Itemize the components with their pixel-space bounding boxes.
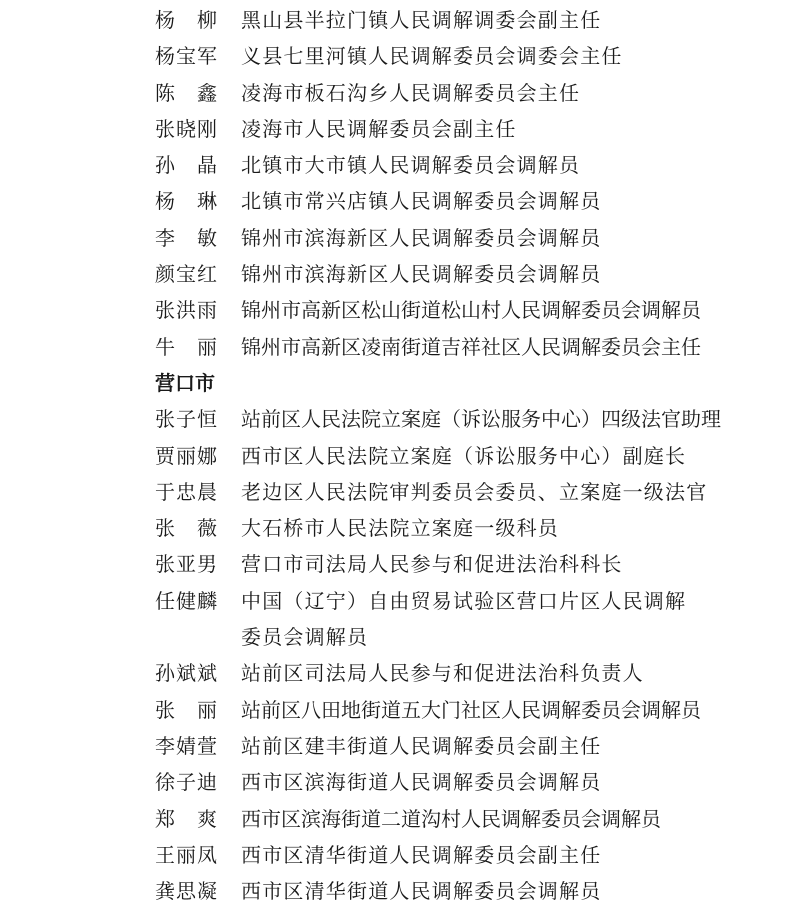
person-name: 孙斌斌: [155, 661, 218, 686]
person-name: 李婧萱: [155, 733, 218, 758]
list-item: [0, 764, 800, 800]
name-char: 琳: [197, 189, 217, 214]
person-title: 北镇市大市镇人民调解委员会调解员: [241, 153, 581, 178]
list-item: [0, 292, 800, 328]
person-title: 凌海市人民调解委员会副主任: [241, 116, 517, 141]
list-item: [0, 583, 800, 619]
list-item: [0, 474, 800, 510]
person-name: 于忠晨: [155, 479, 218, 504]
name-char: 郑: [155, 806, 175, 831]
list-item: [0, 438, 800, 474]
person-title: 锦州市滨海新区人民调解委员会调解员: [241, 262, 602, 287]
name-char: 杨: [155, 8, 175, 32]
person-name: 张亚男: [155, 552, 218, 577]
list-item: [0, 38, 800, 74]
name-char: 张: [155, 516, 175, 541]
person-title: 站前区八田地街道五大门社区人民调解委员会调解员: [241, 697, 701, 722]
list-item: [0, 510, 800, 546]
person-name: 颜宝红: [155, 262, 218, 287]
person-title: 老边区人民法院审判委员会委员、立案庭一级法官: [241, 479, 708, 504]
name-char: 柳: [197, 8, 217, 32]
person-title: 站前区人民法院立案庭（诉讼服务中心）四级法官助理: [241, 407, 721, 432]
name-char: 丽: [197, 334, 217, 359]
list-item: [0, 75, 800, 111]
name-char: 丽: [197, 697, 217, 722]
list-item: [0, 111, 800, 147]
list-item: [0, 183, 800, 219]
person-name: 张子恒: [155, 407, 218, 432]
list-item: [0, 256, 800, 292]
person-name: 张晓刚: [155, 116, 218, 141]
person-title: 站前区建丰街道人民调解委员会副主任: [241, 733, 602, 758]
section-heading: 营口市: [155, 370, 215, 395]
name-char: 敏: [197, 225, 217, 250]
person-name: 徐子迪: [155, 770, 218, 795]
name-char: 张: [155, 697, 175, 722]
list-item: [0, 329, 800, 365]
person-title: 西市区人民法院立案庭（诉讼服务中心）副庭长: [241, 443, 687, 468]
name-char: 李: [155, 225, 175, 250]
section-heading-row: [0, 365, 800, 401]
person-name: 贾丽娜: [155, 443, 218, 468]
list-item: [0, 401, 800, 437]
person-title: 大石桥市人民法院立案庭一级科员: [241, 516, 559, 541]
name-char: 爽: [197, 806, 217, 831]
list-item: [0, 801, 800, 837]
name-char: 杨: [155, 189, 175, 214]
person-title-continuation: 委员会调解员: [241, 625, 369, 650]
list-item: [0, 655, 800, 691]
person-title: 义县七里河镇人民调解委员会调委会主任: [241, 44, 623, 69]
person-title: 凌海市板石沟乡人民调解委员会主任: [241, 80, 581, 105]
name-char: 薇: [197, 516, 217, 541]
name-char: 鑫: [197, 80, 217, 105]
name-char: 陈: [155, 80, 175, 105]
person-name: 张洪雨: [155, 298, 218, 323]
person-title: 西市区清华街道人民调解委员会副主任: [241, 842, 602, 867]
person-title: 北镇市常兴店镇人民调解委员会调解员: [241, 189, 602, 214]
list-item: [0, 837, 800, 873]
person-name: 杨宝军: [155, 44, 218, 69]
person-title: 黑山县半拉门镇人民调解调委会副主任: [241, 8, 602, 32]
person-title: 中国（辽宁）自由贸易试验区营口片区人民调解: [241, 588, 687, 613]
person-name: 任健麟: [155, 588, 218, 613]
person-title: 西市区滨海街道二道沟村人民调解委员会调解员: [241, 806, 661, 831]
person-title: 营口市司法局人民参与和促进法治科科长: [241, 552, 623, 577]
person-title: 西市区滨海街道人民调解委员会调解员: [241, 770, 602, 795]
list-item: [0, 220, 800, 256]
person-title: 西市区清华街道人民调解委员会调解员: [241, 879, 602, 904]
list-item: [0, 2, 800, 38]
person-name: 王丽凤: [155, 842, 218, 867]
list-item: [0, 873, 800, 909]
name-char: 孙: [155, 153, 175, 178]
person-title: 站前区司法局人民参与和促进法治科负责人: [241, 661, 644, 686]
list-item: [0, 147, 800, 183]
person-title: 锦州市高新区松山街道松山村人民调解委员会调解员: [241, 298, 701, 323]
person-title: 锦州市高新区凌南街道吉祥社区人民调解委员会主任: [241, 334, 701, 359]
name-char: 晶: [197, 153, 217, 178]
person-title: 锦州市滨海新区人民调解委员会调解员: [241, 225, 602, 250]
name-char: 牛: [155, 334, 175, 359]
list-item: [0, 728, 800, 764]
list-item: [0, 546, 800, 582]
document-page: [0, 2, 800, 909]
list-item-continuation: [0, 619, 800, 655]
list-item: [0, 692, 800, 728]
person-name: 龚思凝: [155, 879, 218, 904]
